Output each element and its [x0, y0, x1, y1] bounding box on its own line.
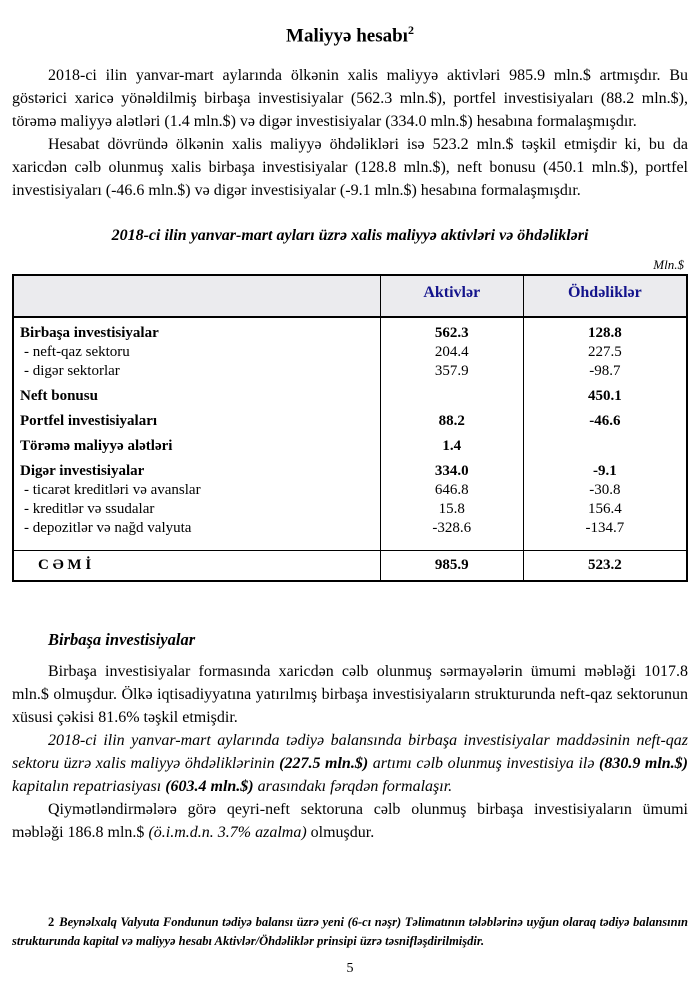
table-row — [13, 362, 687, 381]
row-label: - digər sektorlar — [24, 363, 120, 380]
assets-value: 1.4 — [380, 431, 523, 456]
table-body — [13, 317, 687, 551]
total-label: C Ə M İ — [13, 551, 380, 582]
text-segment: arasındakı fərqdən formalaşır. — [253, 778, 453, 796]
table-row — [13, 519, 687, 551]
liabilities-value: -134.7 — [585, 520, 625, 537]
table-caption: 2018-ci ilin yanvar-mart ayları üzrə xalis maliyyə aktivləri və öhdəlikləri — [111, 227, 589, 245]
title-footnote-ref: 2 — [407, 23, 414, 37]
assets-value: 357.9 — [380, 362, 523, 381]
liabilities-value: 450.1 — [587, 388, 622, 405]
section-heading: Birbaşa investisiyalar — [48, 630, 196, 650]
liabilities-value: -30.8 — [589, 482, 621, 499]
text-segment: Birbaşa investisiyalar formasında xaricdən cəlb olunmuş sərmayələrin ümumi məbləği 1017.8 mln.$ olmuşdur. Ölkə iqtisadiyyatına yatırılmış birbaşa investisiyaların strukturunda neft-qaz sektorunun xüsusi çəkisi 81.6% təşkil etmişdir. — [12, 663, 688, 727]
liabilities-value: -46.6 — [589, 413, 621, 430]
text-segment: kapitalın repatriasiyası — [12, 778, 166, 796]
assets-value: 334.0 — [380, 456, 523, 481]
liabilities-value: -9.1 — [592, 463, 617, 480]
text-segment: 2018-ci ilin yanvar-mart aylarında tədiyə balansında birbaşa investisiyalar maddəsinin neft-qaz sektoru üzrə xalis maliyyə öhdəliklərinin — [12, 732, 688, 773]
table-row — [13, 317, 687, 343]
total-liabilities-value: 523.2 — [523, 551, 687, 582]
footnote — [12, 913, 688, 951]
text-segment: (ö.i.m.d.n. 3.7% azalma) — [148, 824, 307, 842]
footnote-marker: 2 — [48, 915, 55, 929]
table-row — [13, 343, 687, 362]
text-segment: Qiymətləndirmələrə görə qeyri-neft sektoruna cəlb olunmuş birbaşa investisiyaların ümumi məbləği 186.8 mln.$ — [12, 801, 688, 842]
intro-paragraph-1 — [12, 64, 688, 133]
table-row — [13, 500, 687, 519]
row-label: - ticarət kreditləri və avanslar — [24, 482, 201, 499]
row-label: - kreditlər və ssudalar — [24, 501, 155, 518]
table-header-row — [13, 275, 687, 317]
footnote-text: Beynəlxalq Valyuta Fondunun tədiyə balansı üzrə yeni (6-cı nəşr) Təlimatının tələblərinə uyğun olaraq tədiyə balansının strukturunda kapital və maliyyə hesabı Aktivlər/Öhdəliklər prinsipi üzrə təsnifləşdirilmişdir. — [12, 915, 688, 948]
table-row — [13, 456, 687, 481]
header-liabilities: Öhdəliklər — [523, 275, 687, 317]
table-row — [13, 481, 687, 500]
row-label: - depozitlər və nağd valyuta — [24, 520, 192, 537]
row-label: Digər investisiyalar — [20, 463, 145, 480]
row-label: - neft-qaz sektoru — [24, 344, 130, 361]
row-label: Portfel investisiyaları — [20, 413, 158, 430]
assets-value: 646.8 — [380, 481, 523, 500]
section-paragraph-3 — [12, 798, 688, 844]
row-label: Birbaşa investisiyalar — [20, 325, 159, 342]
table-row — [13, 431, 687, 456]
assets-value: 15.8 — [380, 500, 523, 519]
table-row — [13, 406, 687, 431]
assets-value — [380, 381, 523, 406]
liabilities-value: 128.8 — [587, 325, 622, 342]
text-segment: (603.4 mln.$) — [165, 778, 254, 796]
table-row — [13, 381, 687, 406]
table-unit-label: Mln.$ — [653, 257, 684, 273]
liabilities-value: -98.7 — [589, 363, 621, 380]
page-number: 5 — [346, 961, 354, 976]
page-title — [12, 18, 688, 48]
total-assets-value: 985.9 — [380, 551, 523, 582]
section-paragraph-2 — [12, 729, 688, 798]
title-text: Maliyyə hesabı — [286, 25, 408, 47]
text-segment: olmuşdur. — [306, 824, 375, 842]
assets-value: 204.4 — [380, 343, 523, 362]
intro-paragraph-2 — [12, 133, 688, 202]
header-empty-cell — [13, 275, 380, 317]
assets-value: 562.3 — [380, 317, 523, 343]
text-segment: (830.9 mln.$) — [599, 755, 688, 773]
assets-value: -328.6 — [380, 519, 523, 551]
liabilities-value: 227.5 — [587, 344, 622, 361]
text-segment: 2018-ci ilin yanvar-mart aylarında ölkənin xalis maliyyə aktivləri 985.9 mln.$ artmışdır. Bu göstərici xaricə yönəldilmiş birbaşa investisiyalar (562.3 mln.$), portfel investisiyaları (88.2 mln.$), törəmə maliyyə alətləri (1.4 mln.$) və digər investisiyalar (334.0 mln.$) hesabına formalaşmışdır. — [12, 67, 688, 131]
text-segment: Hesabat dövründə ölkənin xalis maliyyə öhdəlikləri isə 523.2 mln.$ təşkil etmişdir ki, bu da xaricdən cəlb olunmuş xalis birbaşa investisiyalar (128.8 mln.$), neft bonusu (450.1 mln.$), portfel investisiyaları (-46.6 mln.$) və digər investisiyalar (-9.1 mln.$) hesabına formalaşmışdır. — [12, 136, 688, 200]
text-segment: (227.5 mln.$) — [279, 755, 369, 773]
liabilities-value — [523, 431, 687, 456]
row-label: Törəmə maliyyə alətləri — [20, 438, 173, 455]
header-assets: Aktivlər — [380, 275, 523, 317]
row-label: Neft bonusu — [20, 388, 98, 405]
assets-value: 88.2 — [380, 406, 523, 431]
liabilities-value: 156.4 — [587, 501, 622, 518]
total-row — [13, 551, 687, 582]
financial-table — [12, 274, 688, 582]
section-paragraph-1 — [12, 660, 688, 729]
text-segment: artımı cəlb olunmuş investisiya ilə — [368, 755, 599, 773]
